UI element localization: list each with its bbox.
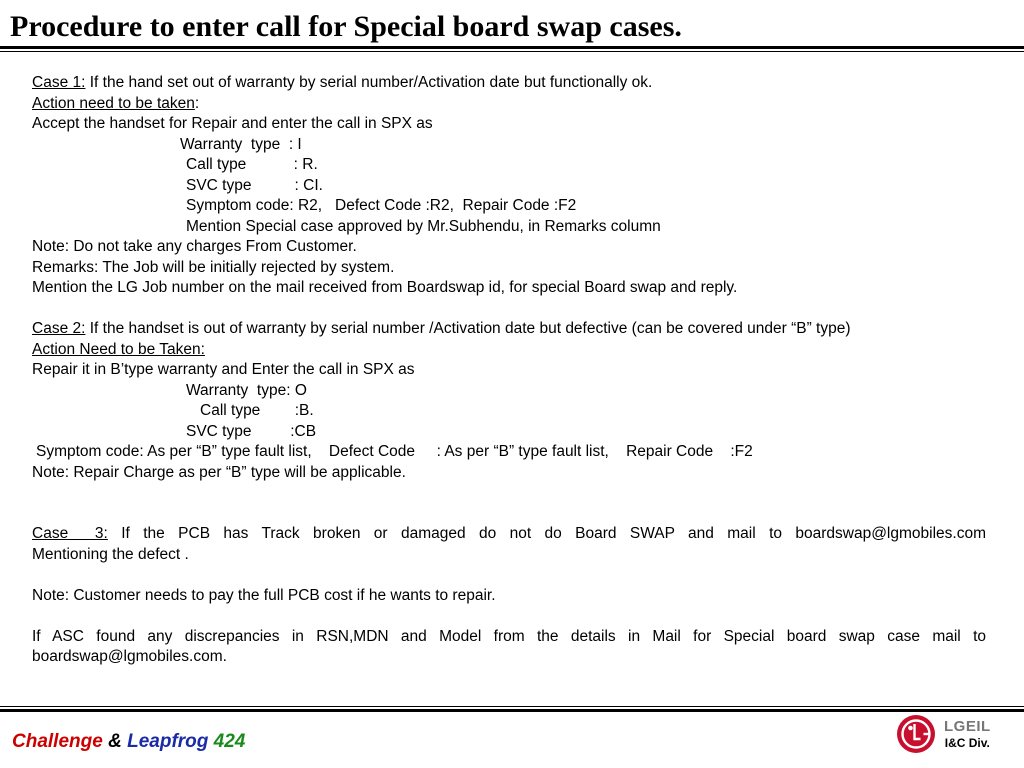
case2-warranty-type bbox=[32, 381, 986, 402]
case1-svc-type bbox=[32, 176, 986, 197]
case2-symptom-text: Symptom code: As per “B” type fault list, Defect Code : As per “B” type fault list, Repair Code :F2 bbox=[36, 443, 753, 460]
case2-svc-type-text: SVC type :CB bbox=[186, 422, 317, 440]
case1-action-label: Action need to be taken bbox=[32, 94, 195, 112]
case2-repair: Repair it in B’type warranty and Enter the call in SPX as bbox=[32, 361, 415, 378]
case1-desc: If the hand set out of warranty by serial number/Activation date but functionally ok. bbox=[85, 74, 653, 91]
spacer bbox=[32, 483, 986, 504]
case1-warranty-text: Warranty type : I bbox=[180, 135, 302, 153]
page-title: Procedure to enter call for Special board swap cases. bbox=[10, 10, 682, 43]
spacer bbox=[32, 504, 986, 525]
case1-accept: Accept the handset for Repair and enter the call in SPX as bbox=[32, 115, 433, 132]
case2-action-label: Action Need to be Taken: bbox=[32, 340, 205, 358]
case1-mention-lg: Mention the LG Job number on the mail received from Boardswap id, for special Board swap and reply. bbox=[32, 279, 738, 296]
case2-call-type-text: Call type :B. bbox=[200, 402, 314, 419]
case1-symptom bbox=[32, 196, 986, 217]
case3-note: Note: Customer needs to pay the full PCB cost if he wants to repair. bbox=[32, 586, 496, 604]
case2-symptom bbox=[32, 442, 986, 463]
brand-division: I&C Div. bbox=[944, 736, 990, 750]
case2-note: Note: Repair Charge as per “B” type will be applicable. bbox=[32, 463, 406, 481]
case1-remarks: Remarks: The Job will be initially rejected by system. bbox=[32, 258, 395, 276]
case1-call-type bbox=[32, 155, 986, 176]
case1-label: Case 1: bbox=[32, 74, 86, 91]
case2-call-type bbox=[32, 401, 986, 422]
case1-svc-type-text: SVC type : CI. bbox=[186, 176, 323, 194]
spacer bbox=[32, 565, 986, 586]
case3-desc-cont: Mentioning the defect . bbox=[32, 545, 189, 563]
lg-logo-icon bbox=[896, 714, 936, 754]
slogan-number: 424 bbox=[213, 731, 246, 752]
case1-symptom-text: Symptom code: R2, Defect Code :R2, Repair Code :F2 bbox=[186, 197, 577, 214]
spacer bbox=[32, 299, 986, 320]
case2-desc: If the handset is out of warranty by serial number /Activation date but defective (can be covered under “B” type) bbox=[85, 320, 851, 337]
case1-action bbox=[32, 94, 986, 115]
brand-name: LGEIL bbox=[944, 718, 991, 735]
case3-desc: If the PCB has Track broken or damaged do not do Board SWAP and mail to boardswap@lgmobiles.com bbox=[107, 525, 986, 542]
case3-discrepancy: If ASC found any discrepancies in RSN,MDN and Model from the details in Mail for Special board swap case mail to boardswap@lgmobiles.com. bbox=[32, 627, 986, 665]
case2-label: Case 2: bbox=[32, 320, 86, 337]
slide-body bbox=[32, 73, 986, 668]
case1-action-colon: : bbox=[194, 94, 200, 112]
case1-note: Note: Do not take any charges From Customer. bbox=[32, 238, 357, 255]
case2-heading bbox=[32, 319, 986, 340]
brand-block bbox=[944, 718, 991, 750]
spacer bbox=[32, 606, 986, 627]
footer-rule-thick bbox=[0, 709, 1024, 712]
case2-warranty-text: Warranty type: O bbox=[186, 381, 307, 399]
case2-action bbox=[32, 340, 986, 361]
footer-slogan bbox=[12, 731, 245, 753]
slogan-word-challenge: Challenge bbox=[12, 731, 103, 752]
case3-label: Case 3: bbox=[32, 525, 108, 542]
case1-call-type-text: Call type : R. bbox=[186, 156, 318, 173]
title-rule-thin bbox=[0, 51, 1024, 52]
slogan-word-leapfrog: Leapfrog bbox=[127, 731, 209, 752]
case1-mention-special: Mention Special case approved by Mr.Subhendu, in Remarks column bbox=[186, 217, 661, 235]
case1-warranty-type bbox=[32, 135, 986, 156]
case1-heading bbox=[32, 73, 986, 94]
slogan-ampersand: & bbox=[108, 731, 122, 752]
case2-svc-type bbox=[32, 422, 986, 443]
footer-rule-thin bbox=[0, 706, 1024, 707]
title-rule-thick bbox=[0, 46, 1024, 49]
case3-heading bbox=[32, 524, 986, 545]
